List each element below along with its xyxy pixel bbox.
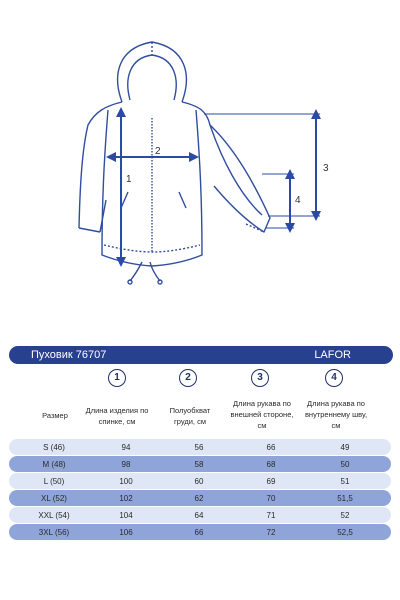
- table-row: XL (52) 102 62 70 51,5: [9, 490, 391, 506]
- label-2: 2: [155, 146, 161, 157]
- table-row: S (46) 94 56 66 49: [9, 439, 391, 455]
- title-bar: [9, 346, 393, 364]
- column-2-number: 2: [179, 369, 197, 387]
- table-row: L (50) 100 60 69 51: [9, 473, 391, 489]
- header-chest: Полуобхват груди, см: [169, 406, 211, 426]
- model-name: Пуховик 76707: [31, 349, 107, 361]
- column-3-number: 3: [251, 369, 269, 387]
- label-1: 1: [126, 174, 132, 185]
- column-4-number: 4: [325, 369, 343, 387]
- label-3: 3: [323, 163, 329, 174]
- table-row: 3XL (56) 106 66 72 52,5: [9, 524, 391, 540]
- column-1-number: 1: [108, 369, 126, 387]
- header-sleeve-outer: Длина рукава по внешней стороне, см: [230, 399, 294, 430]
- table-row: M (48) 98 58 68 50: [9, 456, 391, 472]
- header-size: Размер: [42, 411, 68, 420]
- header-length: Длина изделия по спинке, см: [85, 406, 149, 426]
- header-sleeve-inner: Длина рукава по внутреннему шву, см: [304, 399, 368, 430]
- label-4: 4: [295, 195, 301, 206]
- table-row: XXL (54) 104 64 71 52: [9, 507, 391, 523]
- brand-name: LAFOR: [314, 349, 351, 361]
